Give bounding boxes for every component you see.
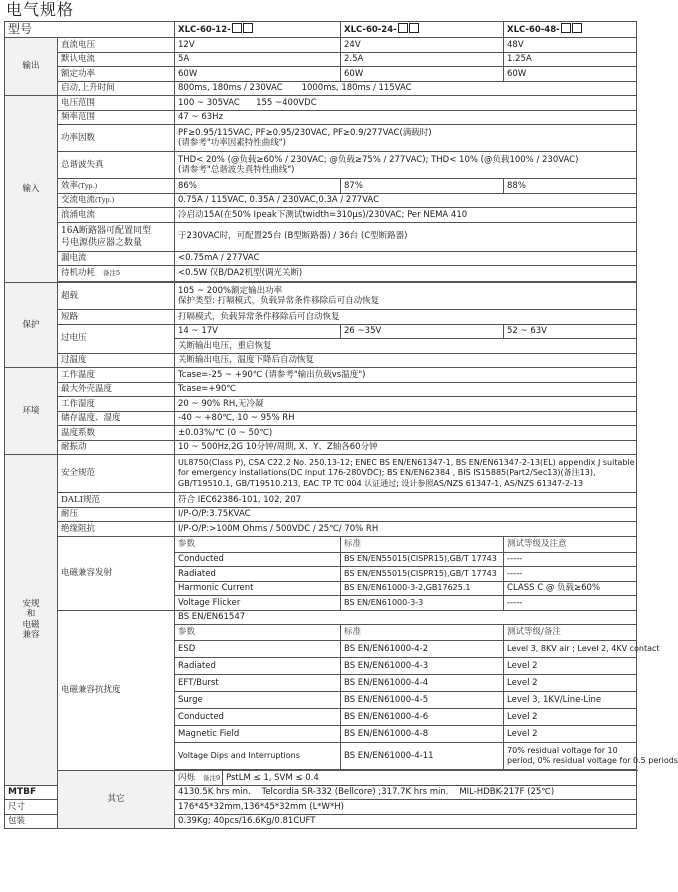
env-temp-coef-value: ±0.03%/℃ (0 ~ 50℃) [175, 426, 637, 441]
spec-table [4, 21, 678, 829]
output-current-2: 2.5A [341, 52, 504, 67]
emc-immunity-standard-ref: BS EN/EN61000-4-3 [341, 658, 504, 675]
emc-emission-header-row [5, 536, 637, 552]
emc-immunity-standard-ref: BS EN/EN61000-4-2 [341, 641, 504, 658]
protection-ovp-1: 14 ~ 17V [175, 324, 341, 339]
input-thd-label: 总谐波失真 [58, 152, 175, 179]
output-startup-label: 启动,上升时间 [58, 81, 175, 96]
env-humidity-label: 工作湿度 [58, 397, 175, 412]
protection-ovp-row [5, 324, 637, 339]
safety-withstand-row [5, 507, 637, 522]
emc-emission-col-level: 测试等级及注意 [504, 536, 637, 552]
emc-emission-param: Conducted [175, 552, 341, 567]
emc-immunity-level: Level 3, 1KV/Line-Line [504, 692, 637, 709]
model-label: 型号 [5, 22, 175, 38]
emc-immunity-standard-ref: BS EN/EN61000-4-5 [341, 692, 504, 709]
category-others: 其它 [58, 771, 175, 829]
output-current-row [5, 52, 637, 67]
category-protection: 保护 [5, 283, 58, 368]
input-frequency-value: 47 ~ 63Hz [175, 110, 637, 125]
other-mtbf-label: MTBF [5, 785, 58, 800]
env-storage-row [5, 411, 637, 426]
env-humidity-row [5, 397, 637, 412]
input-standby-label: 待机功耗 备注5 [58, 266, 175, 282]
output-power-label: 额定功率 [58, 67, 175, 82]
output-startup-value: 800ms, 180ms / 230VAC 1000ms, 180ms / 115VAC [175, 81, 637, 96]
safety-standards-label: 安全规范 [58, 455, 175, 493]
category-environment: 环境 [5, 368, 58, 455]
category-safety-emc: 安规 和 电磁 兼容 [5, 455, 58, 786]
input-leakage-label: 漏电流 [58, 251, 175, 266]
env-working-temp-label: 工作温度 [58, 368, 175, 383]
emc-immunity-col-level: 测试等级/备注 [504, 625, 637, 641]
emc-immunity-param: Magnetic Field [175, 726, 341, 743]
input-efficiency-1: 86% [175, 179, 341, 194]
protection-otp-row [5, 353, 637, 368]
protection-overload-label: 超载 [58, 283, 175, 310]
emc-immunity-dips-param: Voltage Dips and Interruptions [175, 743, 341, 770]
emc-immunity-col-param: 参数 [175, 625, 341, 641]
input-accurrent-label: 交流电流(Typ.) [58, 193, 175, 208]
env-working-temp-row [5, 368, 637, 383]
emc-emission-level: CLASS C @ 负载≥60% [504, 581, 637, 596]
input-leakage-row [5, 251, 637, 266]
input-accurrent-value: 0.75A / 115VAC, 0.35A / 230VAC,0.3A / 277VAC [175, 193, 637, 208]
input-efficiency-row [5, 179, 637, 194]
input-standby-value: <0.5W 仅B/DA2机型(调光关断) [175, 266, 637, 282]
emc-immunity-level: Level 2 [504, 658, 637, 675]
emc-immunity-level: Level 3, 8KV air ; Level 2, 4KV contact [504, 641, 637, 658]
emc-immunity-standard-ref: BS EN/EN61000-4-8 [341, 726, 504, 743]
output-power-3: 60W [504, 67, 637, 82]
emc-immunity-standard-row [5, 610, 637, 625]
output-voltage-3: 48V [504, 38, 637, 53]
emc-immunity-standard-ref: BS EN/EN61000-4-6 [341, 709, 504, 726]
emc-immunity-standard: BS EN/EN61547 [175, 610, 637, 625]
emc-immunity-param: Radiated [175, 658, 341, 675]
env-temp-coef-row [5, 426, 637, 441]
output-current-label: 默认电流 [58, 52, 175, 67]
protection-otp-value: 关断输出电压，温度下降后自动恢复 [175, 353, 637, 368]
other-flicker-label: 闪烁 备注9 [175, 771, 223, 786]
protection-overload-row [5, 283, 637, 310]
emc-immunity-level: Level 2 [504, 675, 637, 692]
safety-isolation-row [5, 522, 637, 537]
emc-emission-label: 电磁兼容发射 [58, 536, 175, 610]
protection-short-label: 短路 [58, 310, 175, 325]
emc-emission-standard: BS EN/EN61000-3-2,GB17625.1 [341, 581, 504, 596]
emc-emission-param: Voltage Flicker [175, 596, 341, 611]
env-vibration-label: 耐振动 [58, 440, 175, 455]
emc-emission-standard: BS EN/EN55015(CISPR15),GB/T 17743 [341, 552, 504, 567]
protection-overload-value: 105 ~ 200%额定输出功率 保护类型: 打嗝模式，负载异常条件移除后可自动恢复 [175, 283, 637, 310]
safety-dali-label: DALI规范 [58, 493, 175, 508]
env-working-temp-value: Tcase=-25 ~ +90℃ (请参考"输出负载vs温度") [175, 368, 637, 383]
safety-withstand-label: 耐压 [58, 507, 175, 522]
emc-emission-level: ----- [504, 567, 637, 582]
env-storage-label: 储存温度、湿度 [58, 411, 175, 426]
emc-emission-col-param: 参数 [175, 536, 341, 552]
emc-emission-level: ----- [504, 552, 637, 567]
env-temp-coef-label: 温度系数 [58, 426, 175, 441]
emc-emission-param: Radiated [175, 567, 341, 582]
other-packing-label: 包装 [5, 814, 58, 829]
emc-immunity-param: ESD [175, 641, 341, 658]
safety-isolation-value: I/P-O/P:>100M Ohms / 500VDC / 25℃/ 70% RH [175, 522, 637, 537]
page-title: 电气规格 [6, 0, 75, 19]
input-leakage-value: <0.75mA / 277VAC [175, 251, 637, 266]
output-voltage-label: 直流电压 [58, 38, 175, 53]
input-standby-row [5, 266, 637, 282]
other-flicker-value: PstLM ≤ 1, SVM ≤ 0.4 [223, 771, 637, 786]
safety-isolation-label: 绝缘阻抗 [58, 522, 175, 537]
safety-standards-value: UL8750(Class P), CSA C22.2 No. 250.13-12; ENEC BS EN/EN61347-1, BS EN/EN61347-2-13(EL) appendix J suitable for emergency installations(DC input 176-280VDC); BS EN/EN62384 , BIS IS15885(Part2/Sec13)(备注13), GB/T19510.1, GB/T19510.213, EAC TP TC 004 认证通过; 设计参照AS/NZS 61347-1, AS/NZS 61347-2-13 [175, 455, 637, 493]
safety-withstand-value: I/P-O/P:3.75KVAC [175, 507, 637, 522]
input-pf-label: 功率因数 [58, 125, 175, 152]
emc-immunity-param: EFT/Burst [175, 675, 341, 692]
input-efficiency-2: 87% [341, 179, 504, 194]
env-vibration-row [5, 440, 637, 455]
input-frequency-label: 频率范围 [58, 110, 175, 125]
protection-ovp-2: 26 ~35V [341, 324, 504, 339]
output-current-1: 5A [175, 52, 341, 67]
emc-immunity-level: Level 2 [504, 709, 637, 726]
model-header-row [5, 22, 637, 38]
input-efficiency-label: 效率(Typ.) [58, 179, 175, 194]
env-max-case-value: Tcase=+90℃ [175, 382, 637, 397]
safety-dali-value: 符合 IEC62386-101, 102, 207 [175, 493, 637, 508]
emc-emission-standard: BS EN/EN55015(CISPR15),GB/T 17743 [341, 567, 504, 582]
emc-immunity-param: Surge [175, 692, 341, 709]
emc-emission-level: ----- [504, 596, 637, 611]
category-input: 输入 [5, 96, 58, 283]
protection-otp-label: 过温度 [58, 353, 175, 368]
emc-emission-param: Harmonic Current [175, 581, 341, 596]
other-mtbf-value: 4130.5K hrs min. Telcordia SR-332 (Bellcore) ;317.7K hrs min. MIL-HDBK-217F (25℃) [175, 785, 637, 800]
env-humidity-value: 20 ~ 90% RH,无冷凝 [175, 397, 637, 412]
input-inrush-label: 浪涌电流 [58, 208, 175, 223]
protection-ovp-label: 过电压 [58, 324, 175, 353]
emc-emission-col-standard: 标准 [341, 536, 504, 552]
emc-immunity-standard-ref: BS EN/EN61000-4-4 [341, 675, 504, 692]
model-3: XLC-60-48- [504, 22, 637, 38]
input-inrush-value: 冷启动15A(在50% Ipeak下测试twidth=310μs)/230VAC; Per NEMA 410 [175, 208, 637, 223]
input-inrush-row [5, 208, 637, 223]
output-voltage-row [5, 38, 637, 53]
env-storage-value: -40 ~ +80℃, 10 ~ 95% RH [175, 411, 637, 426]
other-dimension-label: 尺寸 [5, 800, 58, 815]
emc-immunity-col-standard: 标准 [341, 625, 504, 641]
env-vibration-value: 10 ~ 500Hz,2G 10分钟/周期, X、Y、Z轴各60分钟 [175, 440, 637, 455]
model-2: XLC-60-24- [341, 22, 504, 38]
input-accurrent-row [5, 193, 637, 208]
input-voltage-label: 电压范围 [58, 96, 175, 111]
input-breaker-value: 于230VAC时，可配置25台 (B型断路器) / 36台 (C型断路器) [175, 222, 637, 251]
input-breaker-row [5, 222, 637, 251]
emc-immunity-dips-level: 70% residual voltage for 10 period, 0% residual voltage for 0.5 periods [504, 743, 637, 770]
output-power-2: 60W [341, 67, 504, 82]
protection-ovp-note: 关断输出电压，重启恢复 [175, 339, 637, 354]
safety-standards-row [5, 455, 637, 493]
input-breaker-label: 16A断路器可配置同型 号电源供应器之数量 [58, 222, 175, 251]
model-1: XLC-60-12- [175, 22, 341, 38]
other-packing-value: 0.39Kg; 40pcs/16.6Kg/0.81CUFT [175, 814, 637, 829]
input-voltage-row [5, 96, 637, 111]
output-voltage-1: 12V [175, 38, 341, 53]
category-output: 输出 [5, 38, 58, 96]
output-current-3: 1.25A [504, 52, 637, 67]
input-efficiency-3: 88% [504, 179, 637, 194]
emc-immunity-label: 电磁兼容抗扰度 [58, 610, 175, 771]
env-max-case-label: 最大外壳温度 [58, 382, 175, 397]
emc-immunity-dips-standard: BS EN/EN61000-4-11 [341, 743, 504, 770]
input-thd-row [5, 152, 637, 179]
protection-short-row [5, 310, 637, 325]
output-power-1: 60W [175, 67, 341, 82]
input-pf-row [5, 125, 637, 152]
output-power-row [5, 67, 637, 82]
output-startup-row [5, 81, 637, 96]
emc-emission-standard: BS EN/EN61000-3-3 [341, 596, 504, 611]
input-frequency-row [5, 110, 637, 125]
output-voltage-2: 24V [341, 38, 504, 53]
protection-ovp-3: 52 ~ 63V [504, 324, 637, 339]
input-pf-value: PF≥0.95/115VAC, PF≥0.95/230VAC, PF≥0.9/277VAC(满载时) (请参考"功率因素特性曲线") [175, 125, 637, 152]
emc-immunity-param: Conducted [175, 709, 341, 726]
emc-immunity-level: Level 2 [504, 726, 637, 743]
other-dimension-value: 176*45*32mm,136*45*32mm (L*W*H) [175, 800, 637, 815]
protection-short-value: 打嗝模式，负载异常条件移除后可自动恢复 [175, 310, 637, 325]
input-voltage-value: 100 ~ 305VAC 155 ~400VDC [175, 96, 637, 111]
input-thd-value: THD< 20% (@负载≥60% / 230VAC; @负载≥75% / 277VAC); THD< 10% (@负载100% / 230VAC) (请参考"总谐波失真特性曲线") [175, 152, 637, 179]
env-max-case-row [5, 382, 637, 397]
other-flicker-row [5, 771, 637, 786]
safety-dali-row [5, 493, 637, 508]
